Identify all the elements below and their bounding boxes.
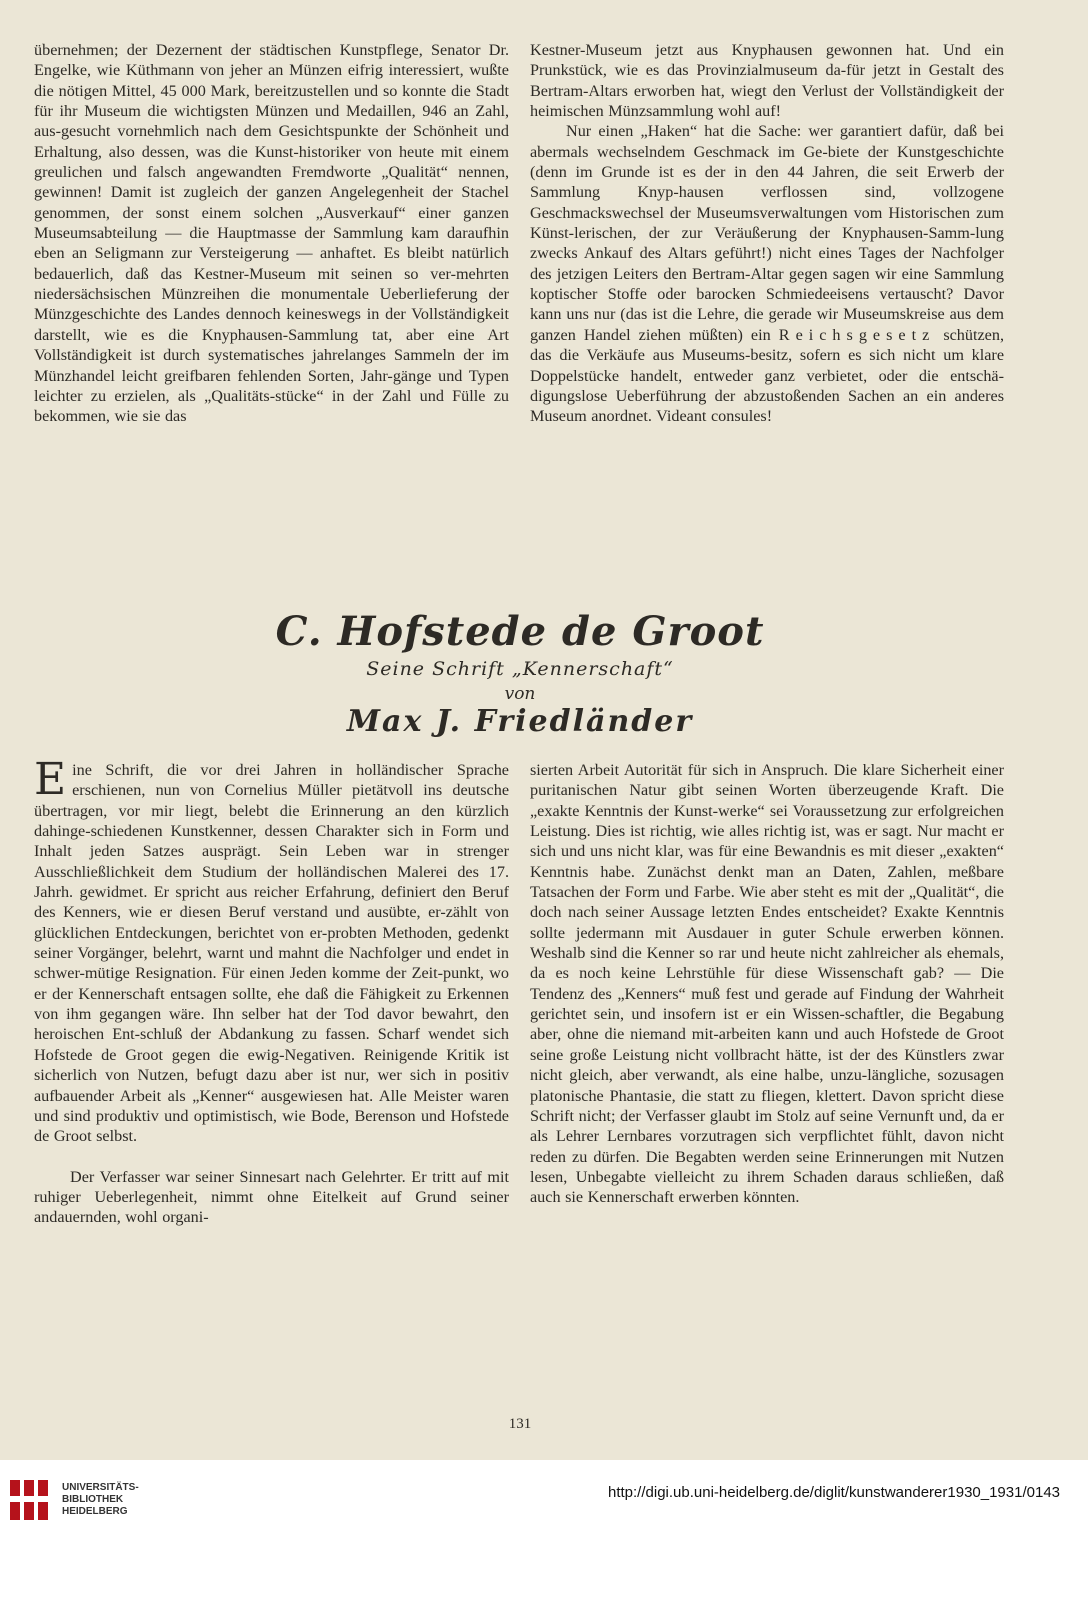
drop-cap: E [34, 754, 67, 805]
spaced-emphasis: Reichsgesetz [778, 325, 936, 344]
library-logo-icon [6, 1474, 58, 1526]
bottom-right-column [530, 760, 1004, 1208]
article-author: Max J. Friedländer [346, 704, 694, 739]
source-url-link[interactable]: http://digi.ub.uni-heidelberg.de/diglit/kunstwanderer1930_1931/0143 [608, 1484, 1060, 1501]
text-run: schützen, das die Verkäufe aus Museums-besitz, sofern es sich nicht um klare Doppelstücke handelt, entweder ganz verbietet, oder die entschä-digungslose Ueberführung der abzustoßenden Sachen an ein anderes Museum anordnet. Videant consules! [530, 325, 1005, 426]
article-subtitle: Seine Schrift „Kennerschaft“ [366, 658, 674, 680]
top-right-column [530, 40, 1004, 427]
article-title: C. Hofstede de Groot [275, 608, 765, 655]
top-left-column [34, 40, 509, 427]
byline-von: von [504, 684, 536, 704]
text-run: Nur einen „Haken“ hat die Sache: wer garantiert dafür, daß bei abermals wechselndem Geschmack im Ge-biete der Kunstgeschichte (denn im Grunde ist es der in den 44 Jahren, die seit Erwerb der Sammlung Knyp-hausen verflossen sind, vollzogene Geschmackswechsel der Museumsverwaltungen vom Historischen zum Künst-lerischen, der zur Veräußerung der Knyphausen-Samm-lung zwecks Ankauf des Altars geführt!) nicht eines Tages der Nachfolger des jetzigen Leiters den Bertram-Altar gegen sagen wir eine Sammlung koptischer Stoffe oder barocken Schmiedeeisens vertauscht? Davor kann uns nur (das ist die Lehre, die gerade wir Museumskreise aus dem ganzen Handel ziehen müßten) ein [530, 122, 1004, 344]
paragraph: Kestner-Museum jetzt aus Knyphausen gewonnen hat. Und ein Prunkstück, wie es das Provinzialmuseum da-für jetzt in Gestalt des Bertram-Altars erworben hat, wiegt den Verlust der Vollständigkeit der heimischen Münzsammlung wohl auf! [530, 41, 1004, 121]
paragraph: übernehmen; der Dezernent der städtischen Kunstpflege, Senator Dr. Engelke, wie Küthmann von jeher an Münzen eifrig interessiert, wußte die nötigen Mittel, 45 000 Mark, bereitzustellen und so konnte die Stadt für ihr Museum die wichtigsten Münzen und Medaillen, 946 an Zahl, aus-gesucht vornehmlich nach dem Gesichtspunkte der Schönheit und Erhaltung, also dessen, was die Kunst-historiker von heute mit einem greulichen und falsch angewandten Fremdworte „Qualität“ nennen, gewinnen! Damit ist zugleich der ganzen Angelegenheit der Stachel genommen, der sonst einem solchen „Ausverkauf“ einer ganzen Museumsabteilung — die Hauptmasse der Sammlung kam daraufhin eben an Seligmann zur Versteigerung — anhaftet. Es bleibt natürlich bedauerlich, daß das Kestner-Museum mit seinen so ver-mehrten niedersächsischen Münzreihen die monumentale Ueberlieferung der Münzgeschichte des Landes dennoch keineswegs in der Vollständigkeit darstellt, wie es die Knyphausen-Sammlung tat, aber eine Art Vollständigkeit ist durch systematisches jahrelanges Sammeln der im Münzhandel leicht greifbaren fehlenden Sorten, Jahr-gänge und Typen leichter zu erzielen, als „Qualitäts-stücke“ in der Zahl und Fülle zu bekommen, wie sie das [34, 41, 509, 426]
paragraph: Der Verfasser war seiner Sinnesart nach Gelehrter. Er tritt auf mit ruhiger Ueberlegenheit, nimmt ohne Eitelkeit auf Grund seiner andauernden, wohl organi- [34, 1167, 509, 1227]
footer-bar [0, 1460, 1088, 1597]
paragraph [530, 121, 1004, 426]
paragraph [34, 754, 509, 1147]
text-run: ine Schrift, die vor drei Jahren in holländischer Sprache erschienen, nun von Cornelius Müller pietätvoll ins deutsche übertragen, vor mir liegt, belebt die Erinnerung an den kürzlich dahinge-schiedenen Kunstkenner, dessen Charakter sich in Form und Inhalt jeden Satzes ausprägt. Sein Leben war in strenger Ausschließlichkeit dem Studium der holländischen Malerei des 17. Jahrh. gewidmet. Er spricht aus reicher Erfahrung, definiert den Beruf des Kenners, wie er diesen Beruf verstand und ausübte, er-zählt von glücklichen Entdeckungen, berichtet von er-probten Methoden, gedenkt seiner Vorgänger, belehrt, warnt und mahnt die Nachfolger und endet in schwer-mütige Resignation. Für einen Jeden komme der Zeit-punkt, wo er der Kennerschaft entsagen sollte, ehe daß die Fähigkeit zu Erkennen von ihm gegangen wäre. Ihn selber hat der Tod davor bewahrt, den heroischen Ent-schluß der Abdankung zu fassen. Scharf wendet sich Hofstede de Groot gegen die ewig-Negativen. Reinigende Kritik ist sicherlich von Nutzen, befugt dazu aber ist nur, wer sich in positiv aufbauender Arbeit als „Kenner“ ausgewiesen hat. Alle Meister waren und sind produktiv und optimistisch, wie Bode, Berenson und Hofstede de Groot selbst. [34, 761, 509, 1146]
bottom-left-column [34, 754, 509, 1228]
page-number: 131 [508, 1416, 532, 1432]
library-name: UNIVERSITÄTS- BIBLIOTHEK HEIDELBERG [62, 1482, 139, 1517]
paragraph: sierten Arbeit Autorität für sich in Anspruch. Die klare Sicherheit einer puritanischen Natur gibt seinen Worten überzeugende Kraft. Die „exakte Kenntnis der Kunst-werke“ sei Voraussetzung zur erfolgreichen Leistung. Dies ist richtig, wie alles richtig ist, was er sagt. Nur macht er sich und uns nicht klar, was für eine Bewandnis es mit dieser „exakten“ Kenntnis habe. Zunächst denkt man an Daten, Zahlen, meßbare Tatsachen der Form und Farbe. Wie aber steht es mit der „Qualität“, die doch nach seiner Aussage letzten Endes entscheidet? Exakte Kenntnis sollte jedermann mit Ausdauer in guter Schule erwerben können. Weshalb sind die Kenner so rar und heute nicht zahlreicher als ehemals, da es noch keine Lehrstühle für diese Wissenschaft gab? — Die Tendenz des „Kenners“ muß fest und gerade auf Findung der Wahrheit gerichtet sein, und insofern ist er ein Wissen-schaftler, die Begabung aber, ohne die niemand mit-arbeiten kann und auch Hofstede de Groot seine große Leistung nicht vollbracht hätte, ist der des Künstlers zwar nicht gleich, aber verwandt, als eine halbe, unzu-längliche, sozusagen platonische Phantasie, die statt zu fliegen, klettert. Davon spricht diese Schrift nicht; der Verfasser glaubt im Stolz auf seine Vernunft und, da er als Lehrer Lernbares vorzutragen sich verpflichtet fühlt, davon nicht reden zu dürfen. Die Begabten werden seine Erinnerungen mit Nutzen lesen, Unbegabte vielleicht zu ihrem Schaden daraus schließen, daß auch sie Kennerschaft erwerben könnten. [530, 761, 1004, 1207]
